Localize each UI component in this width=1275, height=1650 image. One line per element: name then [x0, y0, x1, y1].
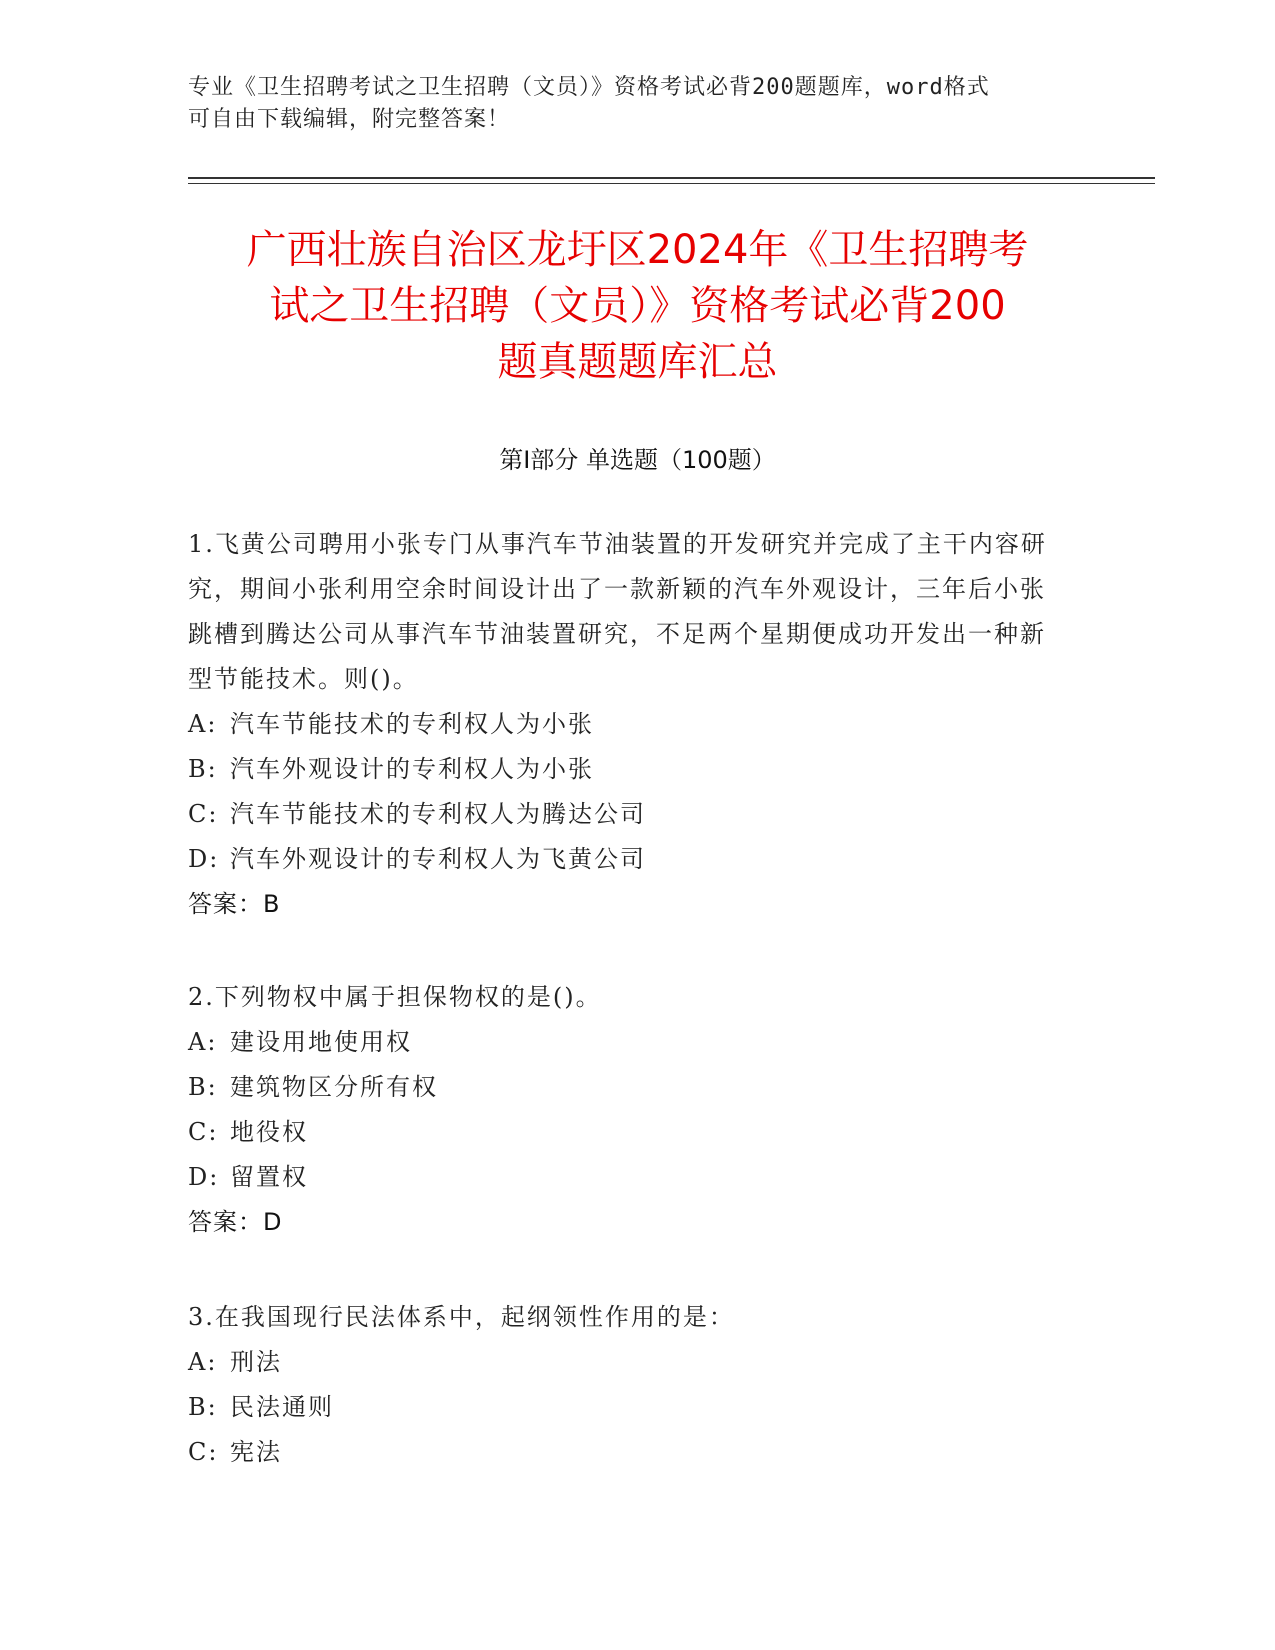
header-note [188, 72, 1088, 136]
option-text: 刑法 [230, 1348, 282, 1376]
title-line-2: 试之卫生招聘（文员）》资格考试必背200 [269, 283, 1006, 329]
header-note-line-1: 专业《卫生招聘考试之卫生招聘（文员）》资格考试必背200题题库，word格式 [188, 75, 990, 100]
option-b [188, 1385, 1068, 1430]
answer: 答案：B [188, 890, 281, 918]
option-letter: C: [188, 1438, 219, 1466]
option-letter: A: [188, 1348, 218, 1376]
option-letter: C: [188, 1118, 219, 1146]
option-d [188, 1155, 1068, 1200]
option-text: 宪法 [230, 1438, 282, 1466]
question-1 [188, 522, 1068, 927]
option-text: 民法通则 [230, 1393, 334, 1421]
title-line-3: 题真题题库汇总 [497, 339, 778, 385]
header-divider-thick [188, 177, 1155, 179]
header-divider-thin [188, 183, 1155, 184]
option-c [188, 792, 1068, 837]
option-text: 建设用地使用权 [230, 1028, 412, 1056]
document-title [150, 222, 1125, 390]
question-2 [188, 975, 1068, 1245]
option-a [188, 1340, 1068, 1385]
option-c [188, 1110, 1068, 1155]
section-heading: 第Ⅰ部分 单选题（100题） [499, 446, 776, 474]
option-a [188, 1020, 1068, 1065]
option-d [188, 837, 1068, 882]
option-b [188, 1065, 1068, 1110]
option-c [188, 1430, 1068, 1475]
option-letter: B: [188, 1393, 218, 1421]
option-letter: B: [188, 755, 218, 783]
question-stem: 3.在我国现行民法体系中，起纲领性作用的是： [188, 1303, 735, 1331]
question-stem: 2.下列物权中属于担保物权的是()。 [188, 983, 602, 1011]
option-text: 汽车节能技术的专利权人为小张 [230, 710, 594, 738]
option-letter: D: [188, 1163, 220, 1191]
option-text: 建筑物区分所有权 [230, 1073, 438, 1101]
option-text: 留置权 [230, 1163, 308, 1191]
option-text: 地役权 [230, 1118, 308, 1146]
option-text: 汽车外观设计的专利权人为飞黄公司 [230, 845, 646, 873]
option-b [188, 747, 1068, 792]
header-note-line-2: 可自由下载编辑，附完整答案！ [188, 107, 511, 132]
question-3 [188, 1295, 1068, 1475]
option-a [188, 702, 1068, 747]
option-text: 汽车节能技术的专利权人为腾达公司 [230, 800, 646, 828]
option-text: 汽车外观设计的专利权人为小张 [230, 755, 594, 783]
option-letter: D: [188, 845, 220, 873]
option-letter: A: [188, 710, 218, 738]
answer: 答案：D [188, 1208, 283, 1236]
title-line-1: 广西壮族自治区龙圩区2024年《卫生招聘考 [246, 227, 1029, 273]
option-letter: B: [188, 1073, 218, 1101]
option-letter: A: [188, 1028, 218, 1056]
option-letter: C: [188, 800, 219, 828]
question-stem: 1.飞黄公司聘用小张专门从事汽车节油装置的开发研究并完成了主干内容研究，期间小张利用空余时间设计出了一款新颖的汽车外观设计，三年后小张跳槽到腾达公司从事汽车节油装置研究，不足两个星期便成功开发出一种新型节能技术。则()。 [188, 530, 1047, 693]
